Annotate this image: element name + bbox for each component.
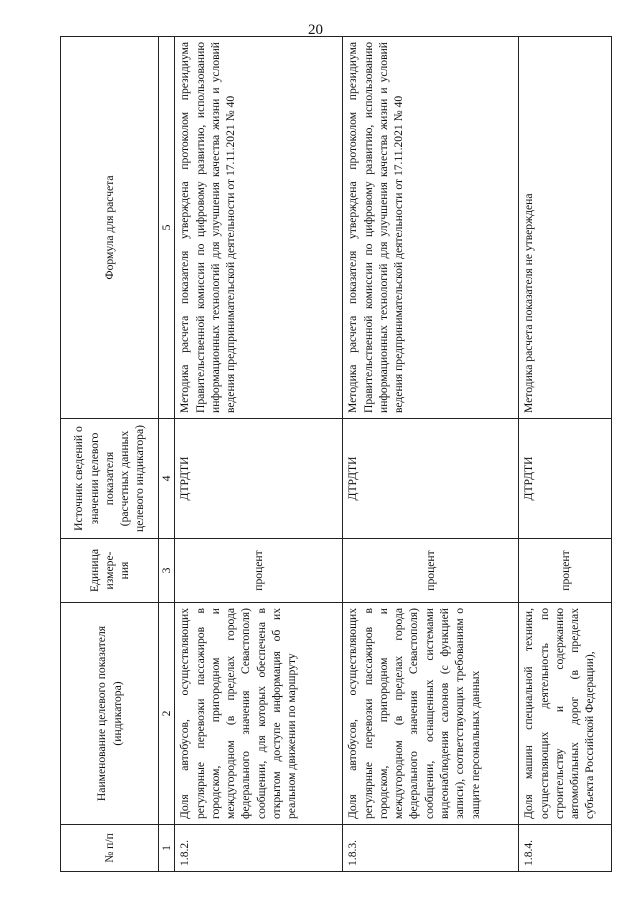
formula-cell: Методика расчета показателя утверждена протоколом президиума Правительственной комиссии по цифровому развитию, использованию информационных технологий для улучшения качества жизни и условий ведения предпринимательской деятельности от 17.11.2021 № 40 bbox=[175, 37, 343, 419]
row-id: 1.8.2. bbox=[175, 825, 343, 872]
row-id: 1.8.3. bbox=[343, 825, 519, 872]
formula-cell: Методика расчета показателя утверждена протоколом президиума Правительственной комиссии по цифровому развитию, использованию информационных технологий для улучшения качества жизни и условий ведения предпринимательской деятельности от 17.11.2021 № 40 bbox=[343, 37, 519, 419]
source-cell: ДТРДТИ bbox=[175, 419, 343, 539]
page-number: 20 bbox=[308, 22, 323, 38]
column-number: 2 bbox=[159, 603, 175, 825]
column-number-row bbox=[159, 37, 175, 872]
column-number: 3 bbox=[159, 539, 175, 603]
unit-cell: процент bbox=[519, 539, 612, 603]
table-row bbox=[175, 37, 343, 872]
column-number: 1 bbox=[159, 825, 175, 872]
unit-cell: процент bbox=[175, 539, 343, 603]
row-id: 1.8.4. bbox=[519, 825, 612, 872]
source-cell: ДТРДТИ bbox=[343, 419, 519, 539]
header-unit: Единица измере-ния bbox=[61, 539, 159, 603]
header-name: Наименование целевого показателя (индикатора) bbox=[61, 603, 159, 825]
rotated-table-wrapper bbox=[60, 37, 612, 872]
indicator-name: Доля машин специальной техники, осуществляющих деятельность по строительству и содержанию автомобильных дорог (в пределах субъекта Российской Федерации), bbox=[519, 603, 612, 825]
header-number: № п/п bbox=[61, 825, 159, 872]
indicator-name: Доля автобусов, осуществляющих регулярные перевозки пассажиров в городском, пригородном и междугородном (в пределах города федерального значения Севастополя) сообщении, для которых обеспечена в открытом доступе информация об их реальном движении по маршруту bbox=[175, 603, 343, 825]
unit-cell: процент bbox=[343, 539, 519, 603]
formula-cell: Методика расчета показателя не утверждена bbox=[519, 37, 612, 419]
source-cell: ДТРДТИ bbox=[519, 419, 612, 539]
column-number: 5 bbox=[159, 37, 175, 419]
indicators-table bbox=[60, 36, 612, 872]
indicator-name: Доля автобусов, осуществляющих регулярные перевозки пассажиров в городском, пригородном и междугородном (в пределах города федерального значения Севастополя) сообщении, оснащенных системами видеонаблюдения салонов (с функцией записи), соответствующих требованиям о защите персональных данных bbox=[343, 603, 519, 825]
column-number: 4 bbox=[159, 419, 175, 539]
header-source: Источник сведений о значении целевого показателя (расчетных данных целевого индикатора) bbox=[61, 419, 159, 539]
table-row bbox=[519, 37, 612, 872]
table-row bbox=[343, 37, 519, 872]
header-row bbox=[61, 37, 159, 872]
header-formula: Формула для расчета bbox=[61, 37, 159, 419]
